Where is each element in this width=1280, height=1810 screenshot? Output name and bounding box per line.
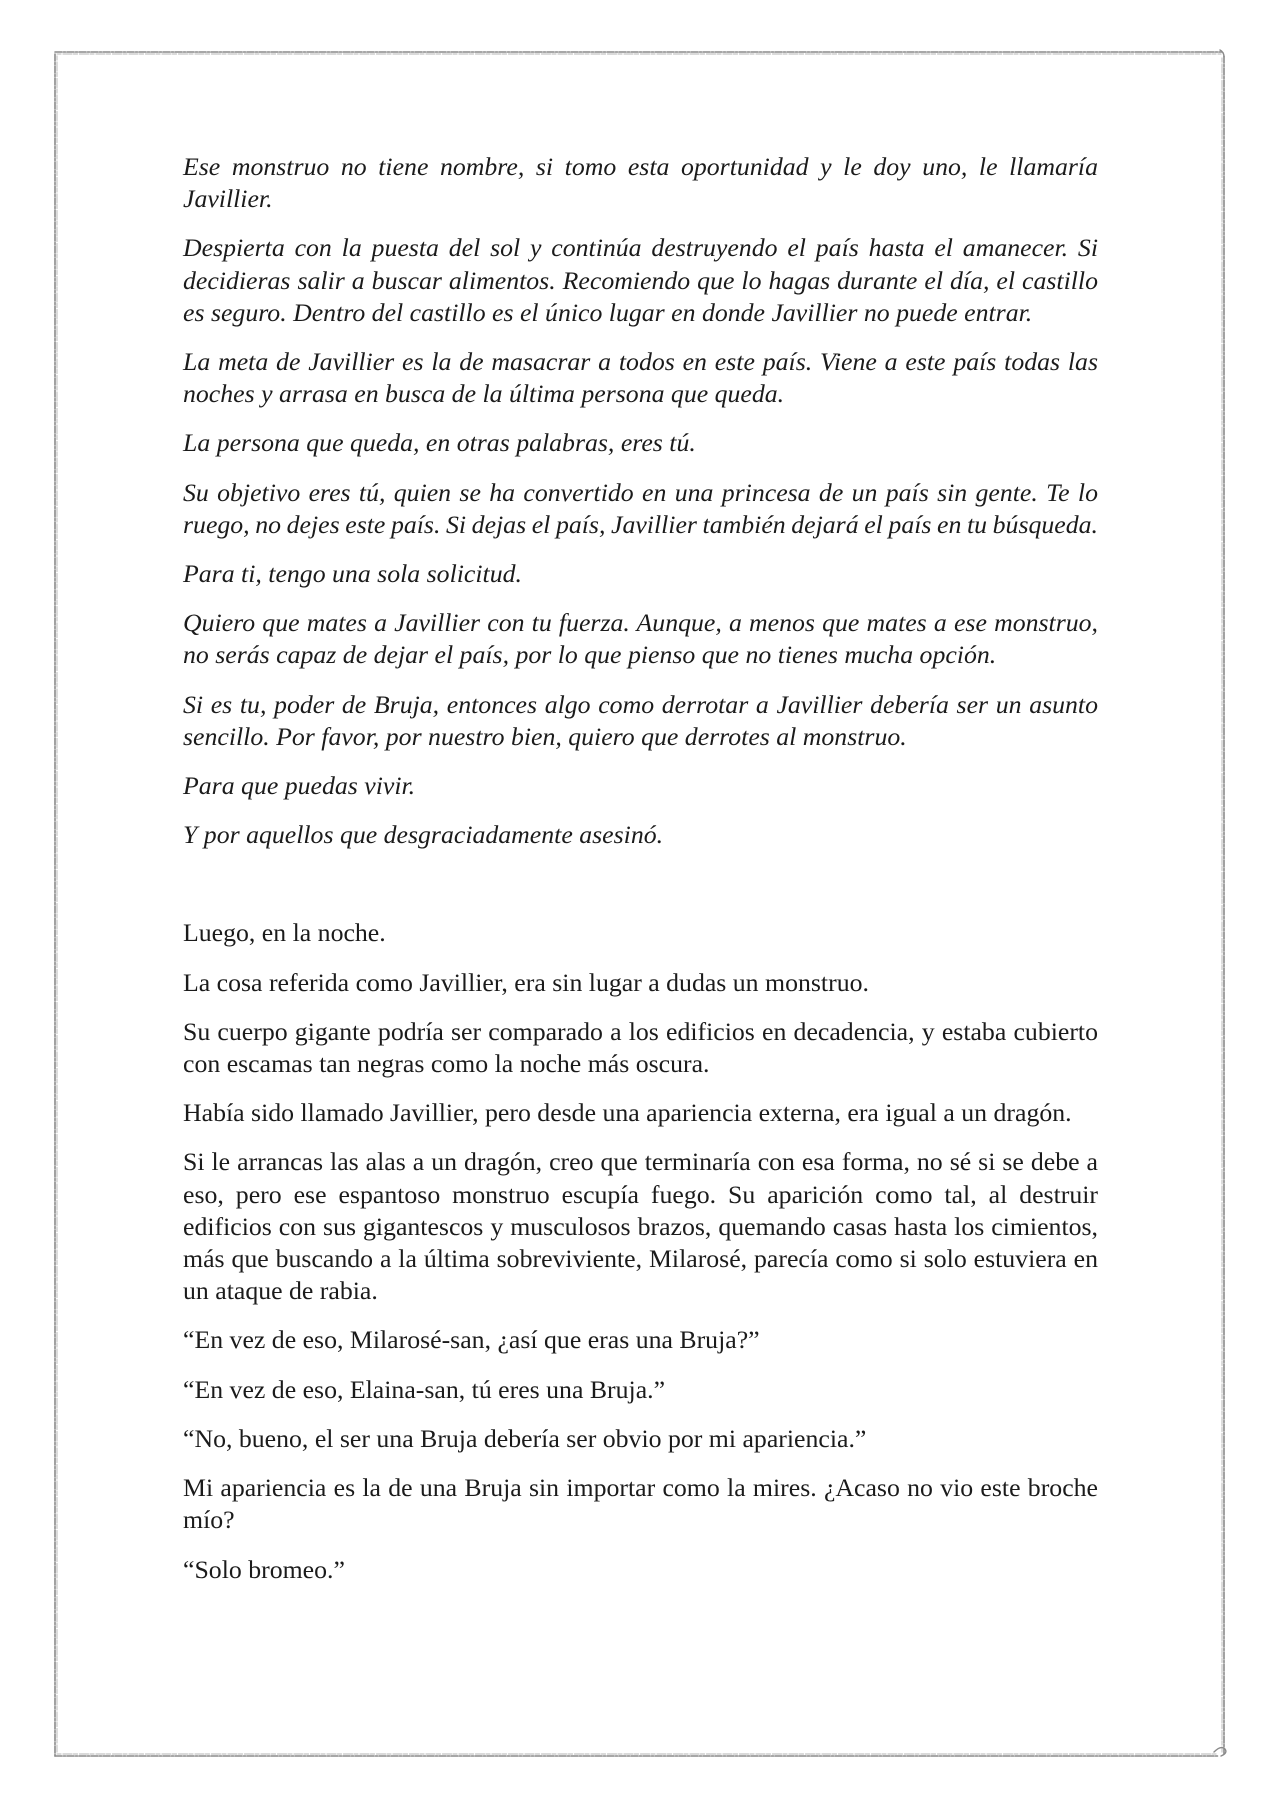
text-line bbox=[183, 770, 1098, 802]
text-line bbox=[183, 1275, 1098, 1307]
text-line bbox=[183, 297, 1098, 329]
line-text: Ese monstruo no tiene nombre, si tomo esta oportunidad y le doy uno, le llamaría bbox=[183, 152, 1098, 181]
letter-section bbox=[183, 151, 1098, 868]
text-line bbox=[183, 721, 1098, 753]
narrative-paragraph bbox=[183, 1554, 1098, 1586]
letter-paragraph bbox=[183, 232, 1098, 329]
line-text: Y por aquellos que desgraciadamente asesinó. bbox=[183, 820, 664, 850]
line-text: La cosa referida como Javillier, era sin lugar a dudas un monstruo. bbox=[183, 967, 869, 997]
line-text: Su cuerpo gigante podría ser comparado a los edificios en decadencia, y estaba cubierto bbox=[183, 1016, 1098, 1046]
narrative-paragraph bbox=[183, 1324, 1098, 1356]
line-text: La persona que queda, en otras palabras, eres tú. bbox=[183, 428, 696, 458]
letter-paragraph bbox=[183, 770, 1098, 802]
letter-paragraph bbox=[183, 346, 1098, 410]
line-text: Mi apariencia es la de una Bruja sin importar como la mires. ¿Acaso no vio este broche bbox=[183, 1473, 1098, 1503]
line-text: Para ti, tengo una sola solicitud. bbox=[183, 559, 522, 589]
letter-paragraph bbox=[183, 689, 1098, 753]
narrative-paragraph bbox=[183, 1016, 1098, 1080]
narration-section bbox=[183, 917, 1098, 1602]
narrative-paragraph bbox=[183, 1472, 1098, 1536]
line-text: Para que puedas vivir. bbox=[183, 771, 416, 801]
text-line bbox=[183, 346, 1098, 378]
narrative-paragraph bbox=[183, 1097, 1098, 1129]
line-text: decidieras salir a buscar alimentos. Recomiendo que lo hagas durante el día, el castillo bbox=[183, 265, 1098, 295]
text-line bbox=[183, 819, 1098, 851]
line-text: noches y arrasa en busca de la última persona que queda. bbox=[183, 379, 785, 409]
line-text: ruego, no dejes este país. Si dejas el país, Javillier también dejará el país en tu búsqueda. bbox=[183, 509, 1098, 539]
text-line bbox=[183, 1146, 1098, 1178]
line-text: no serás capaz de dejar el país, por lo que pienso que no tienes mucha opción. bbox=[183, 640, 997, 670]
text-line bbox=[183, 607, 1098, 639]
line-text: Había sido llamado Javillier, pero desde una apariencia externa, era igual a un dragón. bbox=[183, 1098, 1072, 1128]
narrative-paragraph bbox=[183, 967, 1098, 999]
line-text: Si es tu, poder de Bruja, entonces algo como derrotar a Javillier debería ser un asunto bbox=[183, 689, 1098, 719]
letter-paragraph bbox=[183, 427, 1098, 459]
narrative-paragraph bbox=[183, 1423, 1098, 1455]
text-line bbox=[183, 917, 1098, 949]
text-line bbox=[183, 1324, 1098, 1356]
text-line bbox=[183, 689, 1098, 721]
text-line bbox=[183, 183, 1098, 215]
text-line bbox=[183, 1554, 1098, 1586]
text-line bbox=[183, 378, 1098, 410]
text-line bbox=[183, 639, 1098, 671]
line-text: eso, pero ese espantoso monstruo escupía fuego. Su aparición como tal, al destruir bbox=[183, 1179, 1098, 1209]
line-text: “No, bueno, el ser una Bruja debería ser obvio por mi apariencia.” bbox=[183, 1423, 867, 1453]
line-text: más que buscando a la última sobreviviente, Milarosé, parecía como si solo estuviera en bbox=[183, 1244, 1098, 1274]
text-line bbox=[183, 1243, 1098, 1275]
line-text: “En vez de eso, Elaina-san, tú eres una Bruja.” bbox=[183, 1374, 666, 1404]
text-line bbox=[183, 427, 1098, 459]
text-line bbox=[183, 509, 1098, 541]
line-text: “Solo bromeo.” bbox=[183, 1554, 345, 1584]
letter-paragraph bbox=[183, 819, 1098, 851]
page-body bbox=[183, 151, 1098, 1603]
narrative-paragraph bbox=[183, 917, 1098, 949]
text-line bbox=[183, 1423, 1098, 1455]
text-line bbox=[183, 265, 1098, 297]
narrative-paragraph bbox=[183, 1374, 1098, 1406]
line-text: Su objetivo eres tú, quien se ha convertido en una princesa de un país sin gente. Te lo bbox=[183, 477, 1098, 507]
line-text: con escamas tan negras como la noche más oscura. bbox=[183, 1049, 710, 1079]
line-text: La meta de Javillier es la de masacrar a todos en este país. Viene a este país todas las bbox=[183, 347, 1098, 377]
text-line bbox=[183, 1472, 1098, 1504]
text-line bbox=[183, 1179, 1098, 1211]
text-line bbox=[183, 1016, 1098, 1048]
text-line bbox=[183, 1211, 1098, 1243]
line-text: Despierta con la puesta del sol y continúa destruyendo el país hasta el amanecer. Si bbox=[183, 233, 1098, 263]
text-line bbox=[183, 151, 1098, 183]
letter-paragraph bbox=[183, 607, 1098, 671]
text-line bbox=[183, 1504, 1098, 1536]
text-line bbox=[183, 477, 1098, 509]
line-text: edificios con sus gigantescos y musculosos brazos, quemando casas hasta los cimientos, bbox=[183, 1211, 1098, 1241]
text-line bbox=[183, 1048, 1098, 1080]
narrative-paragraph bbox=[183, 1146, 1098, 1307]
text-line bbox=[183, 1097, 1098, 1129]
line-text: Luego, en la noche. bbox=[183, 918, 386, 948]
letter-paragraph bbox=[183, 151, 1098, 215]
line-text: Javillier. bbox=[183, 184, 273, 214]
line-text: “En vez de eso, Milarosé-san, ¿así que eras una Bruja?” bbox=[183, 1325, 760, 1355]
letter-paragraph bbox=[183, 477, 1098, 541]
line-text: un ataque de rabia. bbox=[183, 1276, 378, 1306]
line-text: sencillo. Por favor, por nuestro bien, quiero que derrotes al monstruo. bbox=[183, 721, 907, 751]
line-text: Quiero que mates a Javillier con tu fuerza. Aunque, a menos que mates a ese monstruo, bbox=[183, 608, 1098, 638]
text-line bbox=[183, 558, 1098, 590]
line-text: es seguro. Dentro del castillo es el único lugar en donde Javillier no puede entrar. bbox=[183, 297, 1033, 327]
line-text: Si le arrancas las alas a un dragón, creo que terminaría con esa forma, no sé si se debe a bbox=[183, 1147, 1098, 1177]
text-line bbox=[183, 1374, 1098, 1406]
letter-paragraph bbox=[183, 558, 1098, 590]
text-line bbox=[183, 232, 1098, 264]
line-text: mío? bbox=[183, 1505, 235, 1535]
text-line bbox=[183, 967, 1098, 999]
